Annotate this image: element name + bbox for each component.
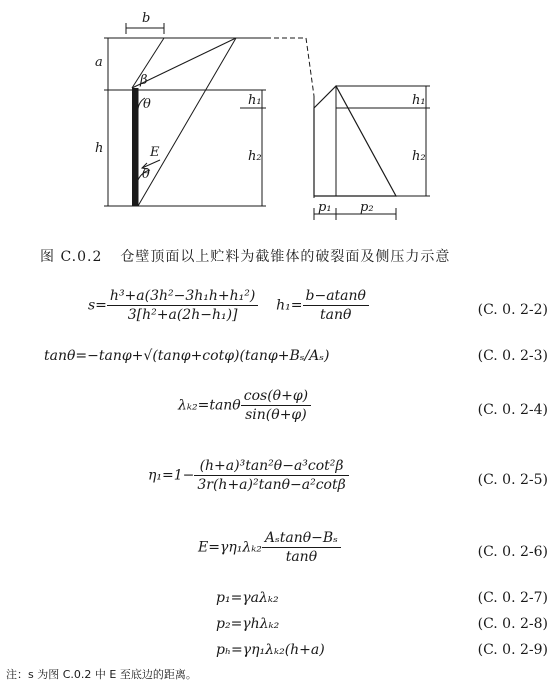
formula-c-0-2-5 xyxy=(148,458,349,493)
formula-6-lhs: E=γη₁λₖ₂ xyxy=(198,539,262,556)
label-h2-right: h₂ xyxy=(412,149,426,164)
label-theta-upper: θ xyxy=(143,97,151,112)
formula-s-den: 3[h²+a(2h−h₁)] xyxy=(127,307,238,323)
eqno-c-0-2-6: (C. 0. 2-6) xyxy=(477,544,548,560)
label-a: a xyxy=(95,55,103,70)
formula-5-den: 3r(h+a)²tanθ−a²cotβ xyxy=(197,477,346,493)
formula-c-0-2-9: pₕ=γη₁λₖ₂(h+a) xyxy=(216,642,325,658)
label-h2-left: h₂ xyxy=(248,149,262,164)
formula-5-num: (h+a)³tan²θ−a³cot²β xyxy=(194,458,348,476)
formula-c-0-2-4 xyxy=(178,388,311,423)
label-E: E xyxy=(150,145,160,160)
footnote: 注：s 为图 C.0.2 中 E 至底边的距离。 xyxy=(6,668,197,681)
eqno-c-0-2-7: (C. 0. 2-7) xyxy=(477,590,548,606)
formula-4-num: cos(θ+φ) xyxy=(241,388,311,406)
label-h1-right: h₁ xyxy=(412,93,426,108)
silo-wall xyxy=(132,88,138,206)
caption-text: 仓壁顶面以上贮料为截锥体的破裂面及侧压力示意 xyxy=(120,249,451,265)
label-p2: p₂ xyxy=(360,200,374,215)
eqno-c-0-2-4: (C. 0. 2-4) xyxy=(477,402,548,418)
label-h1-left: h₁ xyxy=(248,93,262,108)
eqno-c-0-2-5: (C. 0. 2-5) xyxy=(477,472,548,488)
formula-6-den: tanθ xyxy=(285,549,318,565)
formula-5-lhs: η₁=1− xyxy=(148,467,195,484)
formula-c-0-2-6 xyxy=(198,530,341,565)
figure-c-0-2 xyxy=(0,0,560,232)
figure-caption xyxy=(40,246,540,266)
formula-4-den: sin(θ+φ) xyxy=(245,407,307,423)
formula-c-0-2-8: p₂=γhλₖ₂ xyxy=(216,616,280,632)
formula-6-num: Aₛtanθ−Bₛ xyxy=(262,530,341,548)
eqno-c-0-2-8: (C. 0. 2-8) xyxy=(477,616,548,632)
formula-c-0-2-3: tanθ=−tanφ+√(tanφ+cotφ)(tanφ+Bₛ/Aₛ) xyxy=(44,348,330,364)
eqno-c-0-2-3: (C. 0. 2-3) xyxy=(477,348,548,364)
formula-4-lhs: λₖ₂=tanθ xyxy=(178,397,241,414)
label-beta: β xyxy=(140,73,148,88)
label-h: h xyxy=(95,141,104,156)
formula-s-num: h³+a(3h²−3h₁h+h₁²) xyxy=(107,288,258,306)
eqno-c-0-2-2: (C. 0. 2-2) xyxy=(477,302,548,318)
label-p1: p₁ xyxy=(318,200,332,215)
formula-h1-num: b−atanθ xyxy=(303,288,369,306)
formula-c-0-2-7: p₁=γaλₖ₂ xyxy=(216,590,279,606)
formula-h1-lhs: h₁= xyxy=(276,297,303,314)
caption-number: 图 C.0.2 xyxy=(40,249,103,265)
label-theta-lower: θ xyxy=(142,167,150,182)
formula-h1-den: tanθ xyxy=(320,307,352,323)
formula-c-0-2-2 xyxy=(88,288,369,323)
formula-s-lhs: s= xyxy=(88,297,107,314)
eqno-c-0-2-9: (C. 0. 2-9) xyxy=(477,642,548,658)
label-b: b xyxy=(142,11,151,26)
